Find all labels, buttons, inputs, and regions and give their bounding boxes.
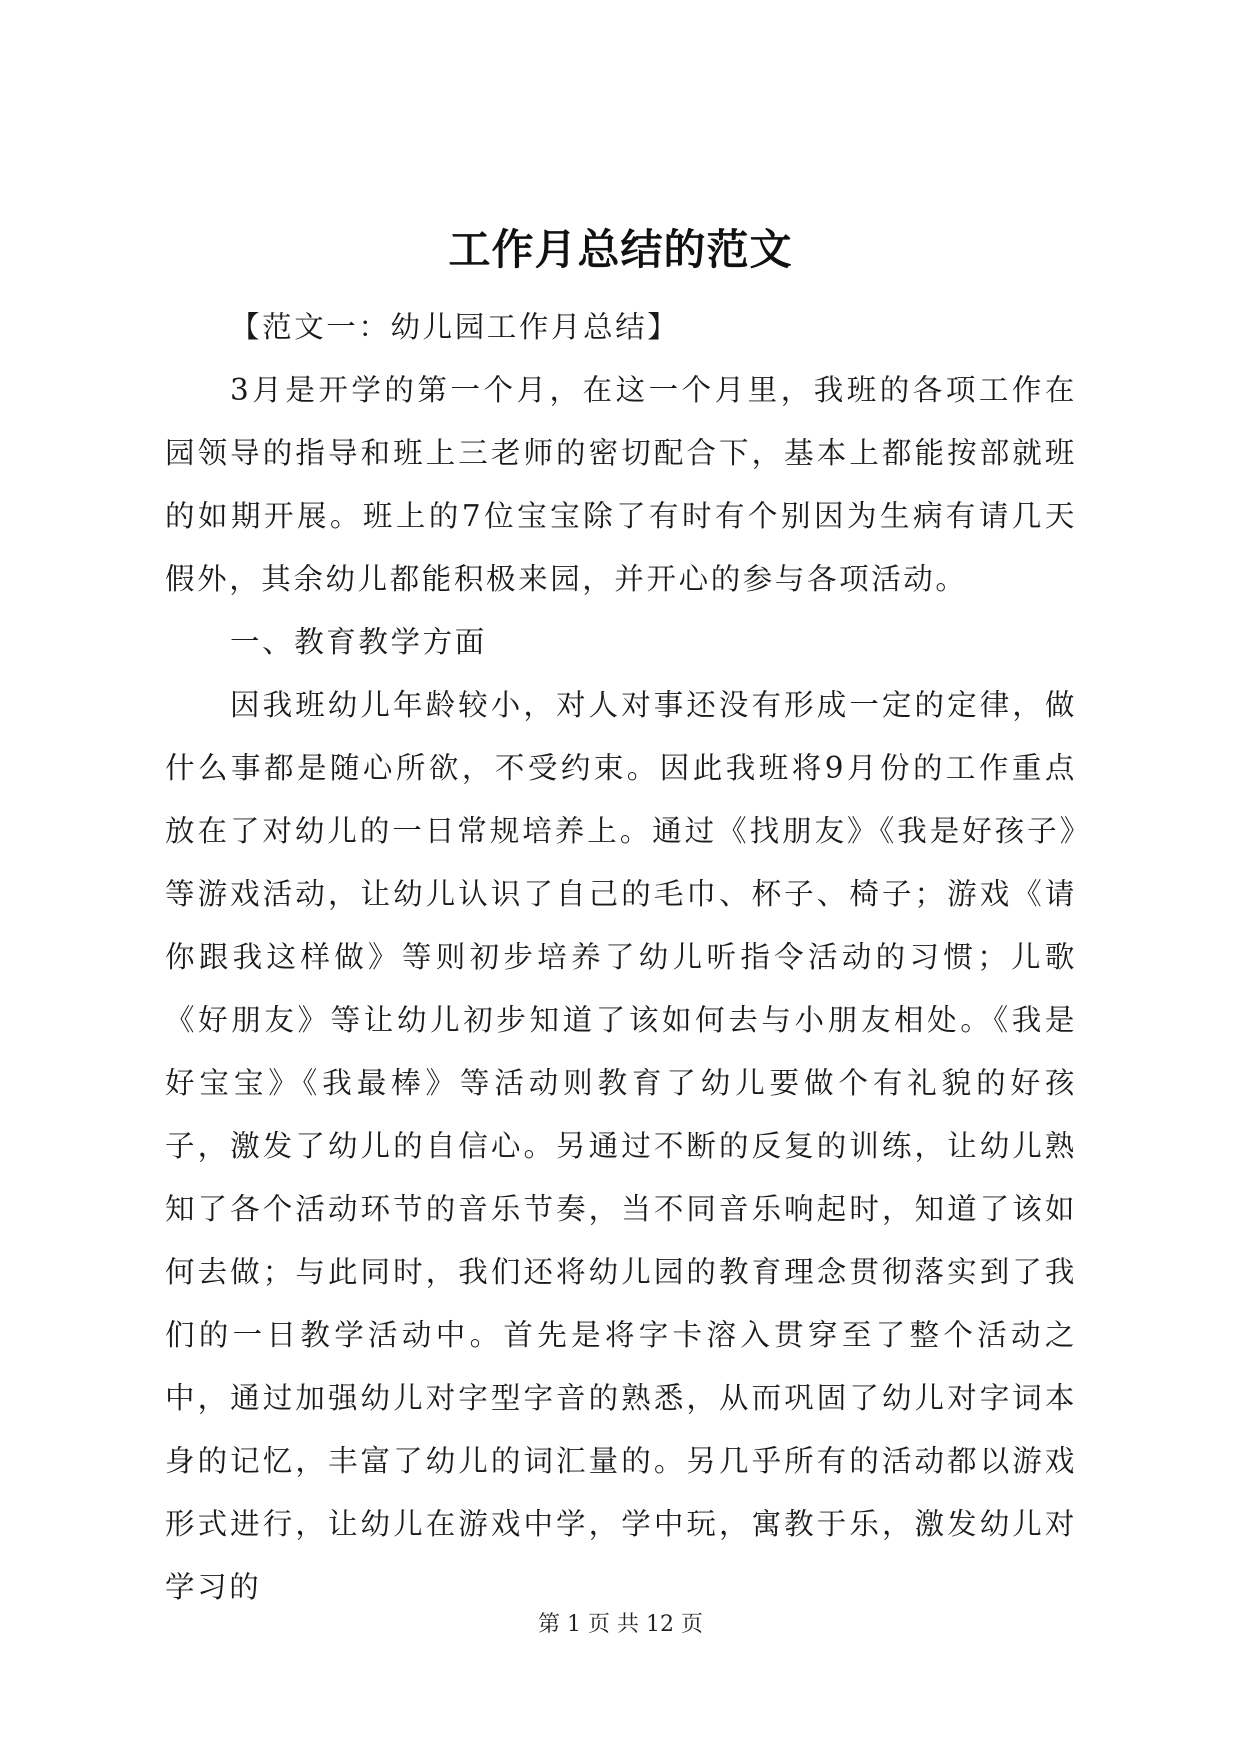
section-heading-education: 一、教育教学方面 [230,625,487,659]
paragraph-education: 因我班幼儿年龄较小，对人对事还没有形成一定的定律，做什么事都是随心所欲，不受约束。因此我班将9月份的工作重点放在了对幼儿的一日常规培养上。通过《找朋友》《我是好孩子》等游戏活动，让幼儿认识了自己的毛巾、杯子、椅子；游戏《请你跟我这样做》等则初步培养了幼儿听指令活动的习惯；儿歌《好朋友》等让幼儿初步知道了该如何去与小朋友相处。《我是好宝宝》《我最棒》等活动则教育了幼儿要做个有礼貌的好孩子，激发了幼儿的自信心。另通过不断的反复的训练，让幼儿熟知了各个活动环节的音乐节奏，当不同音乐响起时，知道了该如何去做；与此同时，我们还将幼儿园的教育理念贯彻落实到了我们的一日教学活动中。首先是将字卡溶入贯穿至了整个活动之中，通过加强幼儿对字型字音的熟悉，从而巩固了幼儿对字词本身的记忆，丰富了幼儿的词汇量的。另几乎所有的活动都以游戏形式进行，让幼儿在游戏中学，学中玩，寓教于乐，激发幼儿对学习的 [165,688,1077,1604]
document-title: 工作月总结的范文 [448,225,793,274]
section-heading-example-one: 【范文一：幼儿园工作月总结】 [230,310,680,344]
page-footer: 第 1 页 共 12 页 [538,1612,703,1637]
document-body [165,296,1077,1619]
paragraph-intro: 3月是开学的第一个月，在这一个月里，我班的各项工作在园领导的指导和班上三老师的密切配合下，基本上都能按部就班的如期开展。班上的7位宝宝除了有时有个别因为生病有请几天假外，其余幼儿都能积极来园，并开心的参与各项活动。 [165,373,1077,596]
